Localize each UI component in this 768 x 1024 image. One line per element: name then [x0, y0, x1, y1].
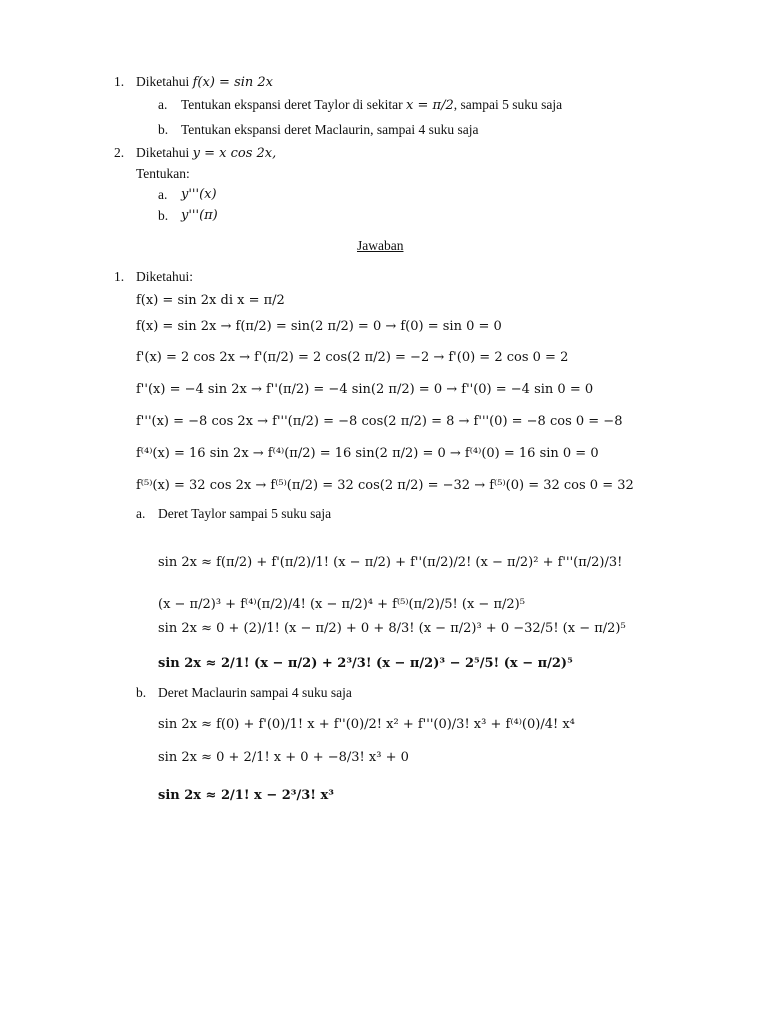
q2a-label: a. [158, 187, 168, 202]
derivative-row: f'''(x) = −8 cos 2x → f'''(π/2) = −8 cos(2 π/2) = 8 → f'''(0) = −8 cos 0 = −8 [136, 414, 623, 429]
q1a-point: x = π/2 [406, 98, 454, 113]
maclaurin-result: sin 2x ≈ 2/1! x − 2³/3! x³ [158, 788, 334, 803]
answer-heading: Jawaban [357, 238, 404, 253]
part-a-label: a. [136, 506, 146, 521]
q1a-text [181, 98, 562, 112]
q2-text [136, 146, 276, 160]
q2-label: Diketahui [136, 145, 190, 160]
maclaurin-substituted: sin 2x ≈ 0 + 2/1! x + 0 + −8/3! x³ + 0 [158, 750, 409, 765]
q1a-tail: , sampai 5 suku saja [453, 97, 563, 112]
q1-text [136, 75, 273, 89]
given-function: f(x) = sin 2x di x = π/2 [136, 293, 285, 308]
derivative-row: f''(x) = −4 sin 2x → f''(π/2) = −4 sin(2 π/2) = 0 → f''(0) = −4 sin 0 = 0 [136, 382, 594, 397]
part-a-title: Deret Taylor sampai 5 suku saja [158, 506, 332, 521]
part-b-title: Deret Maclaurin sampai 4 suku saja [158, 685, 352, 700]
q1-label: Diketahui [136, 74, 190, 89]
q2-number: 2. [114, 145, 125, 160]
taylor-result: sin 2x ≈ 2/1! (x − π/2) + 2³/3! (x − π/2)³ − 2⁵/5! (x − π/2)⁵ [158, 656, 573, 671]
taylor-substituted: sin 2x ≈ 0 + (2)/1! (x − π/2) + 0 + 8/3! (x − π/2)³ + 0 −32/5! (x − π/2)⁵ [158, 621, 626, 636]
derivative-row: f'(x) = 2 cos 2x → f'(π/2) = 2 cos(2 π/2) = −2 → f'(0) = 2 cos 0 = 2 [136, 350, 569, 365]
derivative-row: f⁽⁵⁾(x) = 32 cos 2x → f⁽⁵⁾(π/2) = 32 cos(2 π/2) = −32 → f⁽⁵⁾(0) = 32 cos 0 = 32 [136, 478, 634, 493]
q2-function: y = x cos 2x, [192, 146, 277, 161]
derivative-row: f⁽⁴⁾(x) = 16 sin 2x → f⁽⁴⁾(π/2) = 16 sin(2 π/2) = 0 → f⁽⁴⁾(0) = 16 sin 0 = 0 [136, 446, 599, 461]
q1a-label: a. [158, 97, 168, 112]
q1-number: 1. [114, 74, 125, 89]
q1a-instruction: Tentukan ekspansi deret Taylor di sekitar [181, 97, 403, 112]
a1-number: 1. [114, 269, 125, 284]
derivative-row: f(x) = sin 2x → f(π/2) = sin(2 π/2) = 0 → f(0) = sin 0 = 0 [136, 319, 502, 334]
q2-ask: Tentukan: [136, 166, 190, 181]
maclaurin-general-formula: sin 2x ≈ f(0) + f'(0)/1! x + f''(0)/2! x² + f'''(0)/3! x³ + f⁽⁴⁾(0)/4! x⁴ [158, 717, 575, 732]
q2b-label: b. [158, 208, 169, 223]
q2a-expression: y'''(x) [181, 187, 217, 202]
taylor-general-formula: sin 2x ≈ f(π/2) + f'(π/2)/1! (x − π/2) + f''(π/2)/2! (x − π/2)² + f'''(π/2)/3! (x − π/2)³ + f⁽⁴⁾(π/2)/4! (x − π/2)⁴ + f⁽⁵⁾(π/2)/5! (x − π/2)⁵ [158, 555, 623, 612]
q1-function: f(x) = sin 2x [192, 75, 274, 90]
q1b-text: Tentukan ekspansi deret Maclaurin, sampai 4 suku saja [181, 122, 479, 137]
a1-text: Diketahui: [136, 269, 193, 284]
q1b-label: b. [158, 122, 169, 137]
q2b-expression: y'''(π) [181, 208, 218, 223]
part-b-label: b. [136, 685, 147, 700]
